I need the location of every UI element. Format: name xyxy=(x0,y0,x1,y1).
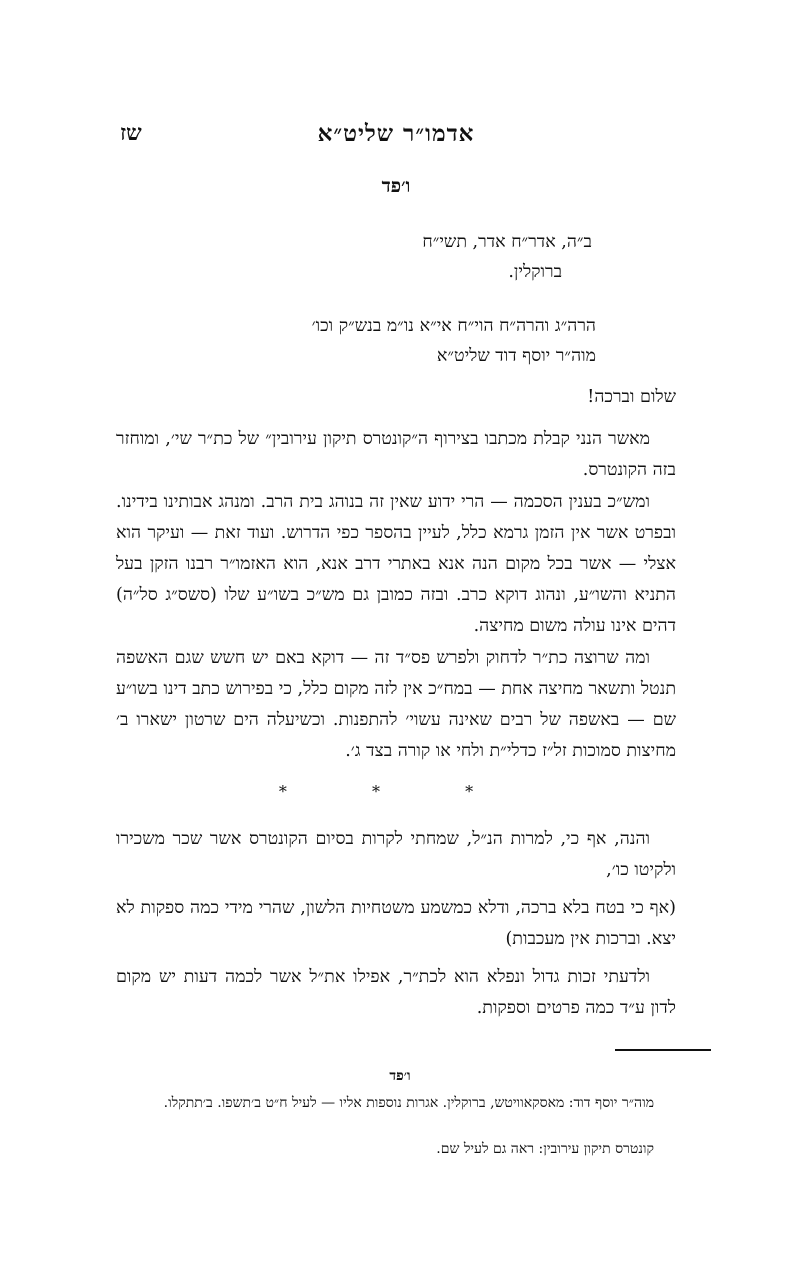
body-paragraph: ומה שרוצה כת״ר לדחוק ולפרש פס״ד זה — דוקא באם יש חשש שגם האשפה תנטל ותשאר מחיצה אחת — במח״כ אין לזה מקום כלל, כי בפירוש כתב דינו בשו״ע שם — באשפה של רבים שאינה עשוי׳ להתפנות. וכשיעלה הים שרטון ישארו ב׳ מחיצות סמוכות זל״ז כדלי״ת ולחי או קורה בצד ג׳. xyxy=(116,648,676,761)
body-paragraph: ולדעתי זכות גדול ונפלא הוא לכת״ר, אפילו את״ל אשר לכמה דעות יש מקום לדון ע״ד כמה פרטים וספקות. xyxy=(116,967,676,1018)
page-number: שז xyxy=(120,120,142,146)
body-paragraph: מאשר הנני קבלת מכתבו בצירוף ה״קונטרס תיקון עירובין״ של כת״ר שי׳, ומוחזר בזה הקונטרס. xyxy=(116,429,676,480)
footnote: מוה״ר יוסף דוד: מאסקאוויטש, ברוקלין. אגרות נוספות אליו — לעיל ח״ט ב׳תשפו. ב׳תתקלו. xyxy=(163,1095,654,1111)
body-paragraph: והנה, אף כי, למרות הנ״ל, שמחתי לקרות בסיום הקונטרס אשר שכר משכירו ולקיטו כו׳, xyxy=(116,829,676,880)
running-header-title: אדמו״ר שליט״א xyxy=(317,120,475,147)
body-paragraph: ומש״כ בענין הסכמה — הרי ידוע שאין זה בנוהג בית הרב. ומנהג אבותינו בידינו. ובפרט אשר אין הזמן גרמא כלל, לעיין בהספר כפי הדרוש. ועוד זאת — ועיקר הוא אצלי — אשר בכל מקום הנה אנא באתרי דרב אנא, הוא האזמו״ר רבנו הזקן בעל התניא והשו״ע, ונהוג דוקא כרב. ובזה כמובן גם מש״כ בשו״ע שלו (סשס״ג סל״ה) דהים אינו עולה משום מחיצה. xyxy=(116,492,676,636)
body-paragraph: (אף כי בטח בלא ברכה, ודלא כמשמע משטחיות הלשון, שהרי מידי כמה ספקות לא יצא. וברכות אין מעכבות) xyxy=(116,898,676,949)
footnote-heading: ו׳פד xyxy=(389,1068,411,1084)
recipient-address-line-2: מוה״ר יוסף דוד שליט״א xyxy=(436,346,596,366)
section-separator: * * * xyxy=(278,782,514,801)
recipient-address-line-1: הרה״ג והרה״ח הוי״ח אי״א נו״מ בנש״ק וכו׳ xyxy=(311,316,596,336)
footnote: קונטרס תיקון עירובין: ראה גם לעיל שם. xyxy=(436,1141,654,1157)
footnote-rule xyxy=(615,1049,711,1051)
place-line: ברוקלין. xyxy=(508,262,562,282)
greeting: שלום וברכה! xyxy=(587,387,676,407)
date-line: ב״ה, אדר״ח אדר, תשי״ח xyxy=(422,232,592,252)
letter-number: ו׳פד xyxy=(381,175,411,197)
